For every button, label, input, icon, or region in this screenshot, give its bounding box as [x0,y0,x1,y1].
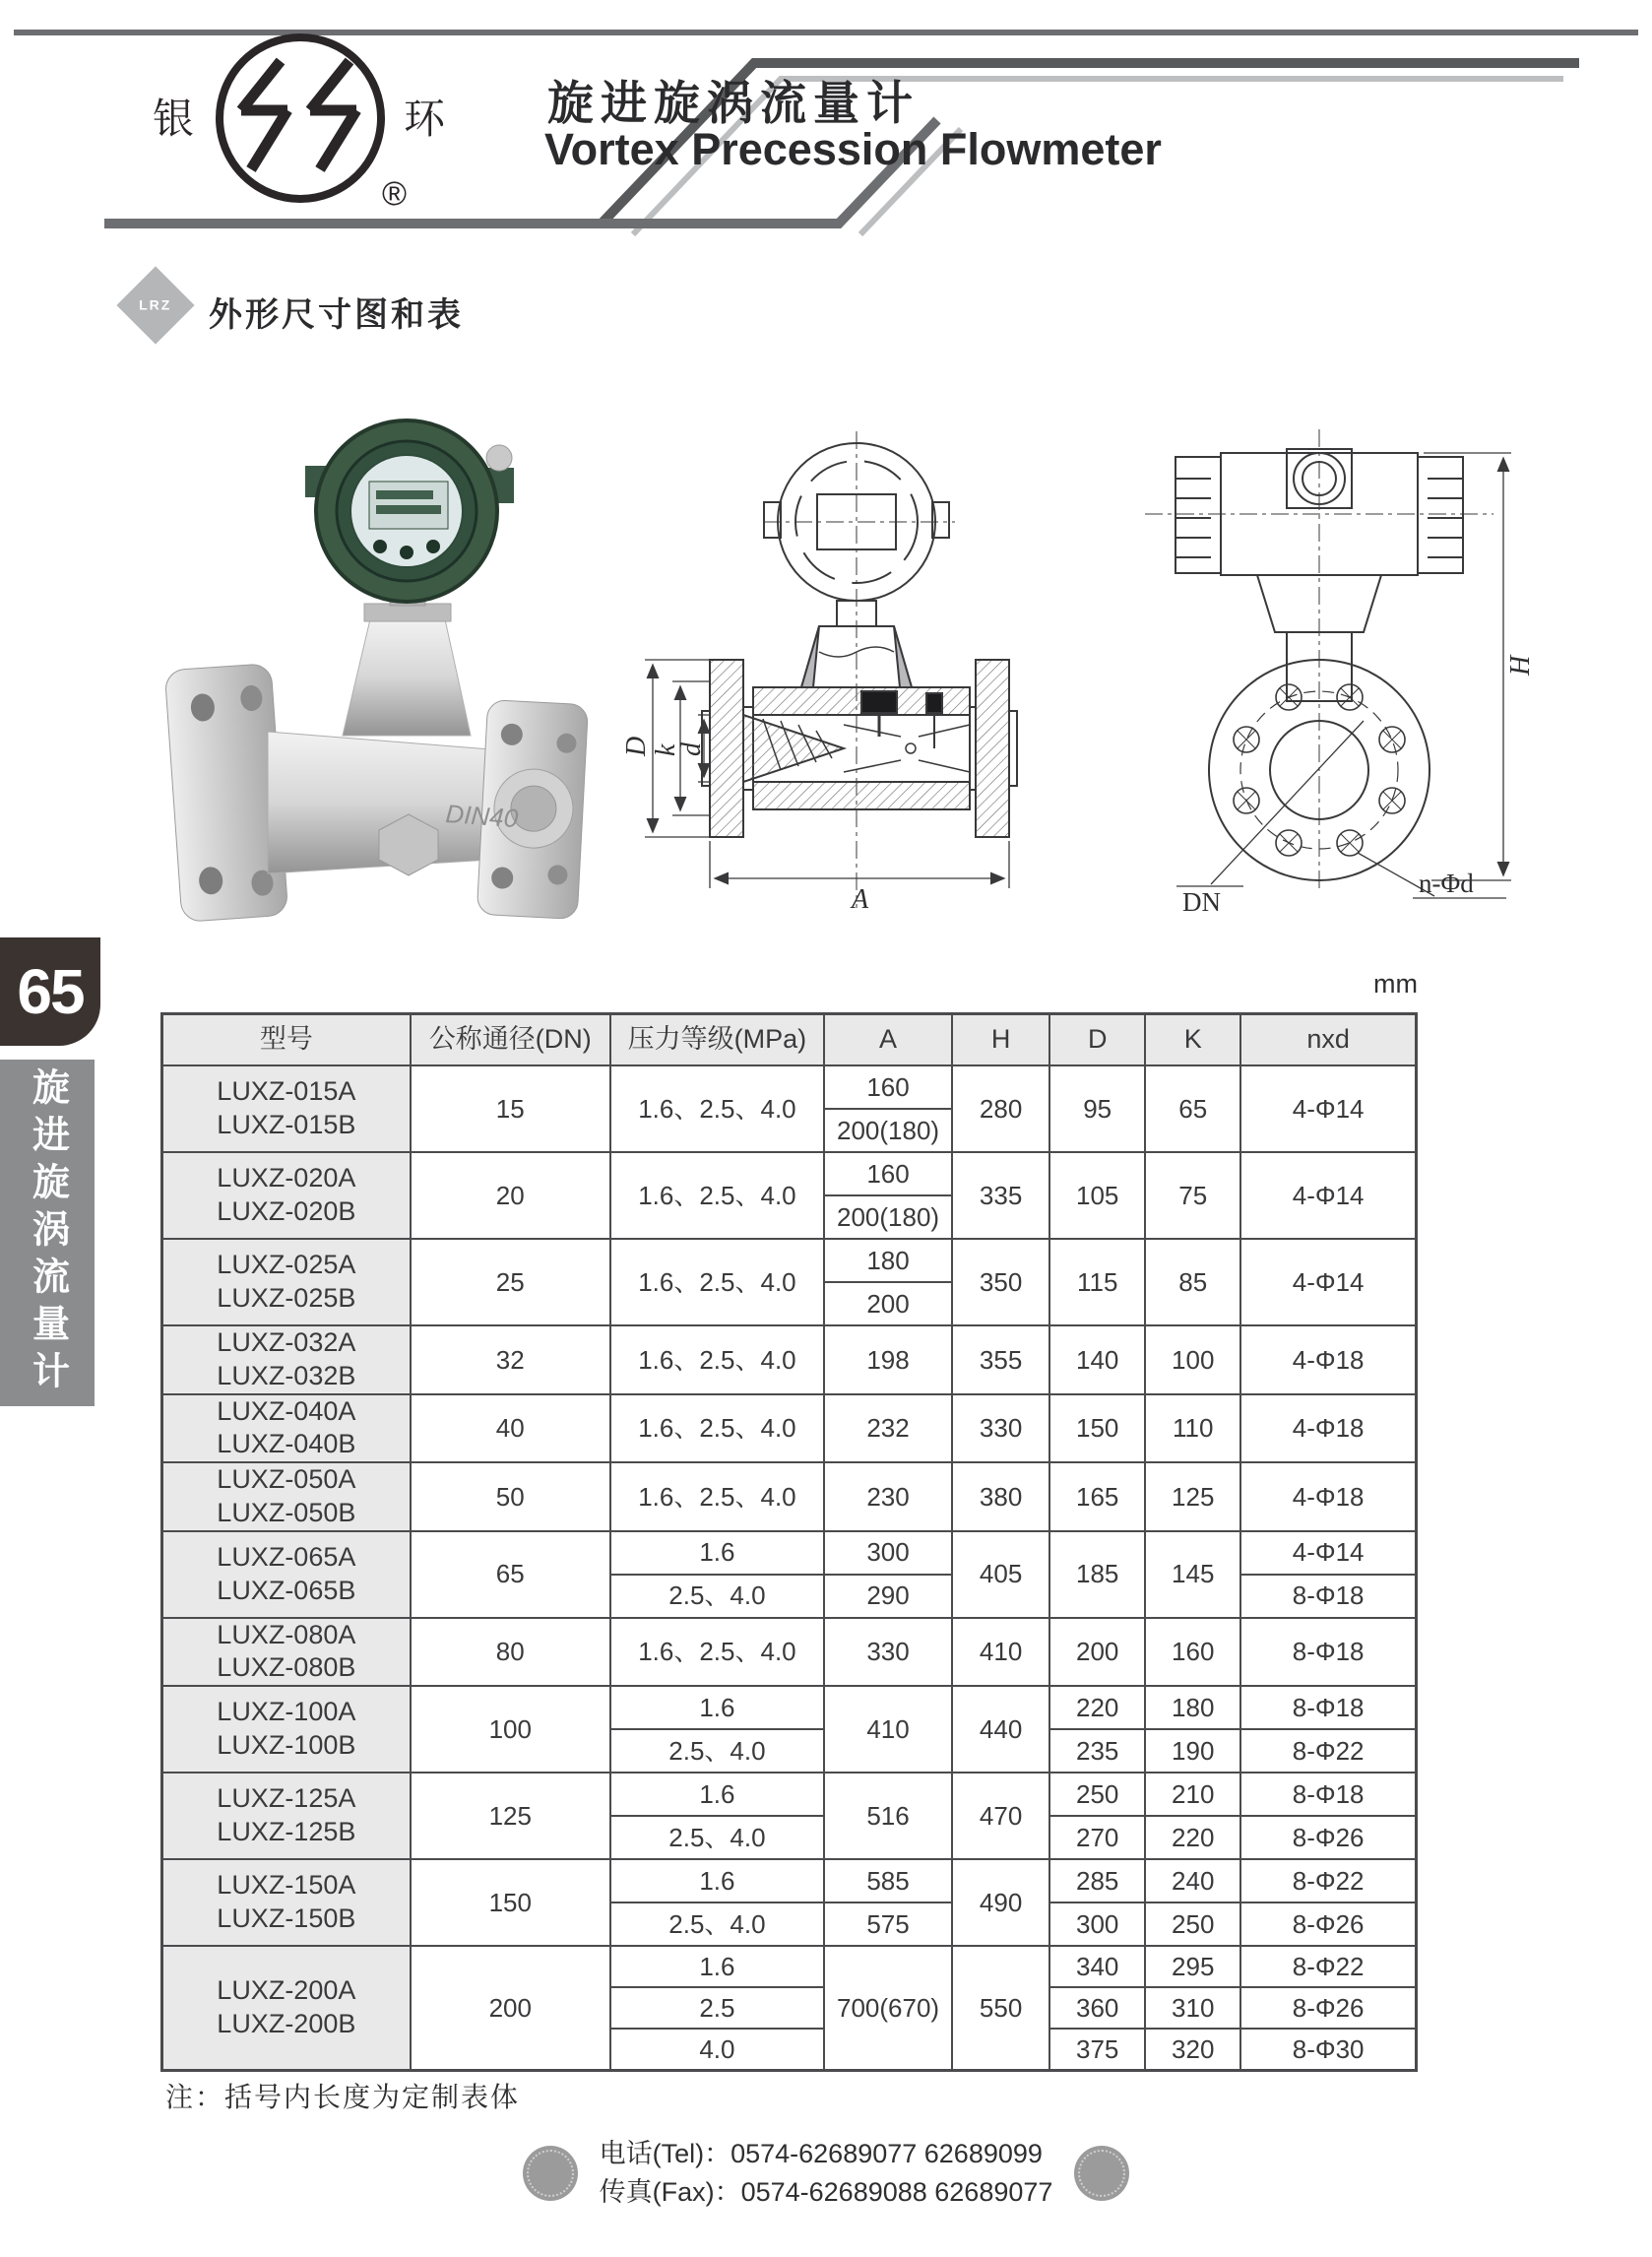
venturi [844,725,970,772]
cell-nxd: 4-Φ18 [1240,1394,1416,1463]
page-number-tab [0,937,100,1046]
cell-h: 335 [952,1152,1049,1239]
body-hatch-bottom [753,782,970,809]
cell-k: 320 [1145,2029,1240,2070]
cell-a: 230 [824,1462,952,1531]
cell-a: 180 [824,1239,952,1282]
cell-nxd: 8-Φ18 [1240,1575,1416,1618]
cell-a: 290 [824,1575,952,1618]
cone-support [343,619,471,736]
cell-a: 575 [824,1902,952,1946]
cell-h: 405 [952,1531,1049,1618]
cell-mpa: 2.5 [610,1987,824,2029]
contact-tel: 电话(Tel)：0574-62689077 62689099 [599,2139,1043,2168]
cell-a: 700(670) [824,1946,952,2070]
cell-d: 360 [1049,1987,1145,2029]
cell-nxd: 4-Φ14 [1240,1065,1416,1152]
table-row [162,1462,1417,1531]
sidebar-category-text: 旋进旋涡流量计 [26,1067,68,1398]
logo-registered-icon: ® [382,175,408,213]
cell-h: 355 [952,1325,1049,1394]
cell-d: 220 [1049,1686,1145,1729]
cell-k: 310 [1145,1987,1240,2029]
section-badge [116,266,194,344]
cell-model: LUXZ-025A LUXZ-025B [162,1239,411,1325]
cell-a: 160 [824,1065,952,1109]
cell-k: 100 [1145,1325,1240,1394]
cell-model: LUXZ-125A LUXZ-125B [162,1773,411,1859]
cell-dn: 150 [411,1859,610,1946]
flange-right [976,660,1009,837]
table-row [162,1152,1417,1195]
cell-model: LUXZ-040A LUXZ-040B [162,1394,411,1463]
cell-mpa: 1.6、2.5、4.0 [610,1462,824,1531]
cell-nxd: 8-Φ26 [1240,1987,1416,2029]
cell-dn: 125 [411,1773,610,1859]
page-number: 65 [17,956,84,1027]
cell-k: 145 [1145,1531,1240,1618]
page-title-cn: 旋进旋涡流量计 [547,77,920,129]
dim-label-D: D [621,736,652,756]
cell-model: LUXZ-150A LUXZ-150B [162,1859,411,1946]
col-header-a: A [824,1014,952,1066]
cell-mpa: 1.6 [610,1859,824,1902]
product-photo [158,409,601,931]
cell-model: LUXZ-065A LUXZ-065B [162,1531,411,1618]
cell-nxd: 4-Φ18 [1240,1462,1416,1531]
cell-nxd: 8-Φ22 [1240,1729,1416,1773]
cell-d: 340 [1049,1946,1145,1987]
cell-h: 380 [952,1462,1049,1531]
cell-a: 516 [824,1773,952,1859]
sidebar-category-tab [0,1060,95,1406]
rib-right [1418,457,1463,573]
cell-a: 200 [824,1282,952,1325]
cone-flank-right [894,626,912,687]
stub-right [970,707,976,790]
contact-fax: 传真(Fax)：0574-62689088 62689077 [599,2177,1053,2208]
table-row [162,1686,1417,1729]
cell-mpa: 2.5、4.0 [610,1575,824,1618]
cell-model: LUXZ-032A LUXZ-032B [162,1325,411,1394]
table-row [162,1239,1417,1282]
cell-nxd: 4-Φ18 [1240,1325,1416,1394]
cell-h: 440 [952,1686,1049,1773]
logo-text-left: 银 [153,96,195,142]
cone-flank-left [801,626,819,687]
cell-d: 185 [1049,1531,1145,1618]
cell-dn: 65 [411,1531,610,1618]
cell-mpa: 1.6、2.5、4.0 [610,1152,824,1239]
cell-model: LUXZ-100A LUXZ-100B [162,1686,411,1773]
cell-nxd: 8-Φ18 [1240,1686,1416,1729]
cell-k: 220 [1145,1816,1240,1859]
cell-a: 330 [824,1618,952,1687]
cell-a: 300 [824,1531,952,1575]
dim-label-A: A [852,884,869,915]
swirler [743,715,844,782]
cell-nxd: 8-Φ22 [1240,1859,1416,1902]
cell-model: LUXZ-015A LUXZ-015B [162,1065,411,1152]
body-marking: DIN40 [444,799,520,834]
cell-a: 200(180) [824,1109,952,1152]
cell-model: LUXZ-200A LUXZ-200B [162,1946,411,2070]
cell-d: 235 [1049,1729,1145,1773]
footer [0,2135,1652,2212]
cell-nxd: 4-Φ14 [1240,1531,1416,1575]
cell-h: 470 [952,1773,1049,1859]
table-row [162,1946,1417,1987]
cell-d: 165 [1049,1462,1145,1531]
cell-a: 585 [824,1859,952,1902]
cell-d: 105 [1049,1152,1145,1239]
cell-k: 65 [1145,1065,1240,1152]
cell-dn: 20 [411,1152,610,1239]
label-n-phi-d: n-Φd [1419,869,1474,898]
cell-h: 490 [952,1859,1049,1946]
cell-dn: 50 [411,1462,610,1531]
cell-a: 200(180) [824,1195,952,1239]
flange-right-face [1009,711,1017,786]
col-header-h: H [952,1014,1049,1066]
col-header-k: K [1145,1014,1240,1066]
cell-dn: 200 [411,1946,610,2070]
cell-nxd: 8-Φ26 [1240,1902,1416,1946]
cell-d: 270 [1049,1816,1145,1859]
section-badge-text: LRZ [139,297,172,313]
rib-left [1175,457,1221,573]
cell-k: 85 [1145,1239,1240,1325]
cell-h: 330 [952,1394,1049,1463]
cell-k: 295 [1145,1946,1240,1987]
cell-a: 410 [824,1686,952,1773]
label-DN: DN [1182,887,1221,916]
dimension-table-body [162,1065,1417,2070]
drawing-side-view [1117,423,1551,916]
logo-text-right: 环 [404,96,446,142]
cell-model: LUXZ-050A LUXZ-050B [162,1462,411,1531]
cell-mpa: 2.5、4.0 [610,1902,824,1946]
cell-d: 200 [1049,1618,1145,1687]
table-row [162,1773,1417,1816]
page-title-en: Vortex Precession Flowmeter [544,124,1162,174]
cell-mpa: 1.6 [610,1946,824,1987]
cell-a: 160 [824,1152,952,1195]
cell-nxd: 8-Φ18 [1240,1773,1416,1816]
cell-model: LUXZ-020A LUXZ-020B [162,1152,411,1239]
cell-nxd: 4-Φ14 [1240,1152,1416,1239]
footer-medal-right-icon [1074,2146,1129,2201]
cone-collar [364,604,451,621]
cell-k: 190 [1145,1729,1240,1773]
cell-d: 375 [1049,2029,1145,2070]
cell-k: 250 [1145,1902,1240,1946]
col-header-nxd: nxd [1240,1014,1416,1066]
cell-mpa: 1.6 [610,1531,824,1575]
cell-k: 75 [1145,1152,1240,1239]
cell-mpa: 1.6、2.5、4.0 [610,1065,824,1152]
cell-k: 125 [1145,1462,1240,1531]
flange-left [710,660,743,837]
cell-h: 350 [952,1239,1049,1325]
cell-dn: 40 [411,1394,610,1463]
contact-block [600,2135,1053,2212]
cell-nxd: 8-Φ22 [1240,1946,1416,1987]
cell-dn: 15 [411,1065,610,1152]
col-header-dn: 公称通径(DN) [411,1014,610,1066]
drawing-front-section [615,423,1098,916]
cell-a: 198 [824,1325,952,1394]
cell-nxd: 8-Φ18 [1240,1618,1416,1687]
logo-stroke-left [241,61,287,169]
cell-mpa: 1.6、2.5、4.0 [610,1239,824,1325]
cell-model: LUXZ-080A LUXZ-080B [162,1618,411,1687]
unit-label: mm [1373,969,1418,999]
col-header-mpa: 压力等级(MPa) [610,1014,824,1066]
logo-stroke-right [310,61,356,169]
cell-d: 150 [1049,1394,1145,1463]
dimension-table [160,1012,1418,2072]
cell-mpa: 1.6、2.5、4.0 [610,1394,824,1463]
col-header-model: 型号 [162,1014,411,1066]
cell-mpa: 2.5、4.0 [610,1816,824,1859]
dim-label-H: H [1505,655,1536,676]
table-row [162,1859,1417,1902]
cell-mpa: 4.0 [610,2029,824,2070]
cell-nxd: 8-Φ26 [1240,1816,1416,1859]
cell-d: 300 [1049,1902,1145,1946]
cell-d: 285 [1049,1859,1145,1902]
table-note: 注：括号内长度为定制表体 [165,2082,521,2112]
cell-mpa: 1.6、2.5、4.0 [610,1618,824,1687]
cell-h: 550 [952,1946,1049,2070]
cell-k: 240 [1145,1859,1240,1902]
dim-label-d: d [676,742,707,756]
table-row [162,1394,1417,1463]
cell-k: 210 [1145,1773,1240,1816]
table-row [162,1618,1417,1687]
sensor-block [861,691,897,713]
table-row [162,1065,1417,1109]
sensor-port [906,743,916,753]
table-row [162,1531,1417,1575]
table-header-row [162,1014,1417,1066]
cell-h: 410 [952,1618,1049,1687]
cell-dn: 80 [411,1618,610,1687]
cell-a: 232 [824,1394,952,1463]
cell-h: 280 [952,1065,1049,1152]
col-header-d: D [1049,1014,1145,1066]
cell-nxd: 4-Φ14 [1240,1239,1416,1325]
cell-k: 160 [1145,1618,1240,1687]
cell-mpa: 1.6 [610,1686,824,1729]
cell-dn: 100 [411,1686,610,1773]
cell-d: 115 [1049,1239,1145,1325]
cell-d: 140 [1049,1325,1145,1394]
brand-logo [220,37,381,199]
cell-dn: 25 [411,1239,610,1325]
cell-dn: 32 [411,1325,610,1394]
cell-mpa: 1.6、2.5、4.0 [610,1325,824,1394]
cell-nxd: 8-Φ30 [1240,2029,1416,2070]
cell-d: 250 [1049,1773,1145,1816]
footer-medal-left-icon [523,2146,578,2201]
dim-label-k: k [651,743,681,756]
transmitter-head [305,420,514,602]
cell-mpa: 2.5、4.0 [610,1729,824,1773]
cell-d: 95 [1049,1065,1145,1152]
cell-mpa: 1.6 [610,1773,824,1816]
sensor-block-2 [926,693,942,713]
table-row [162,1325,1417,1394]
cell-k: 180 [1145,1686,1240,1729]
section-heading: 外形尺寸图和表 [209,296,464,334]
cell-k: 110 [1145,1394,1240,1463]
